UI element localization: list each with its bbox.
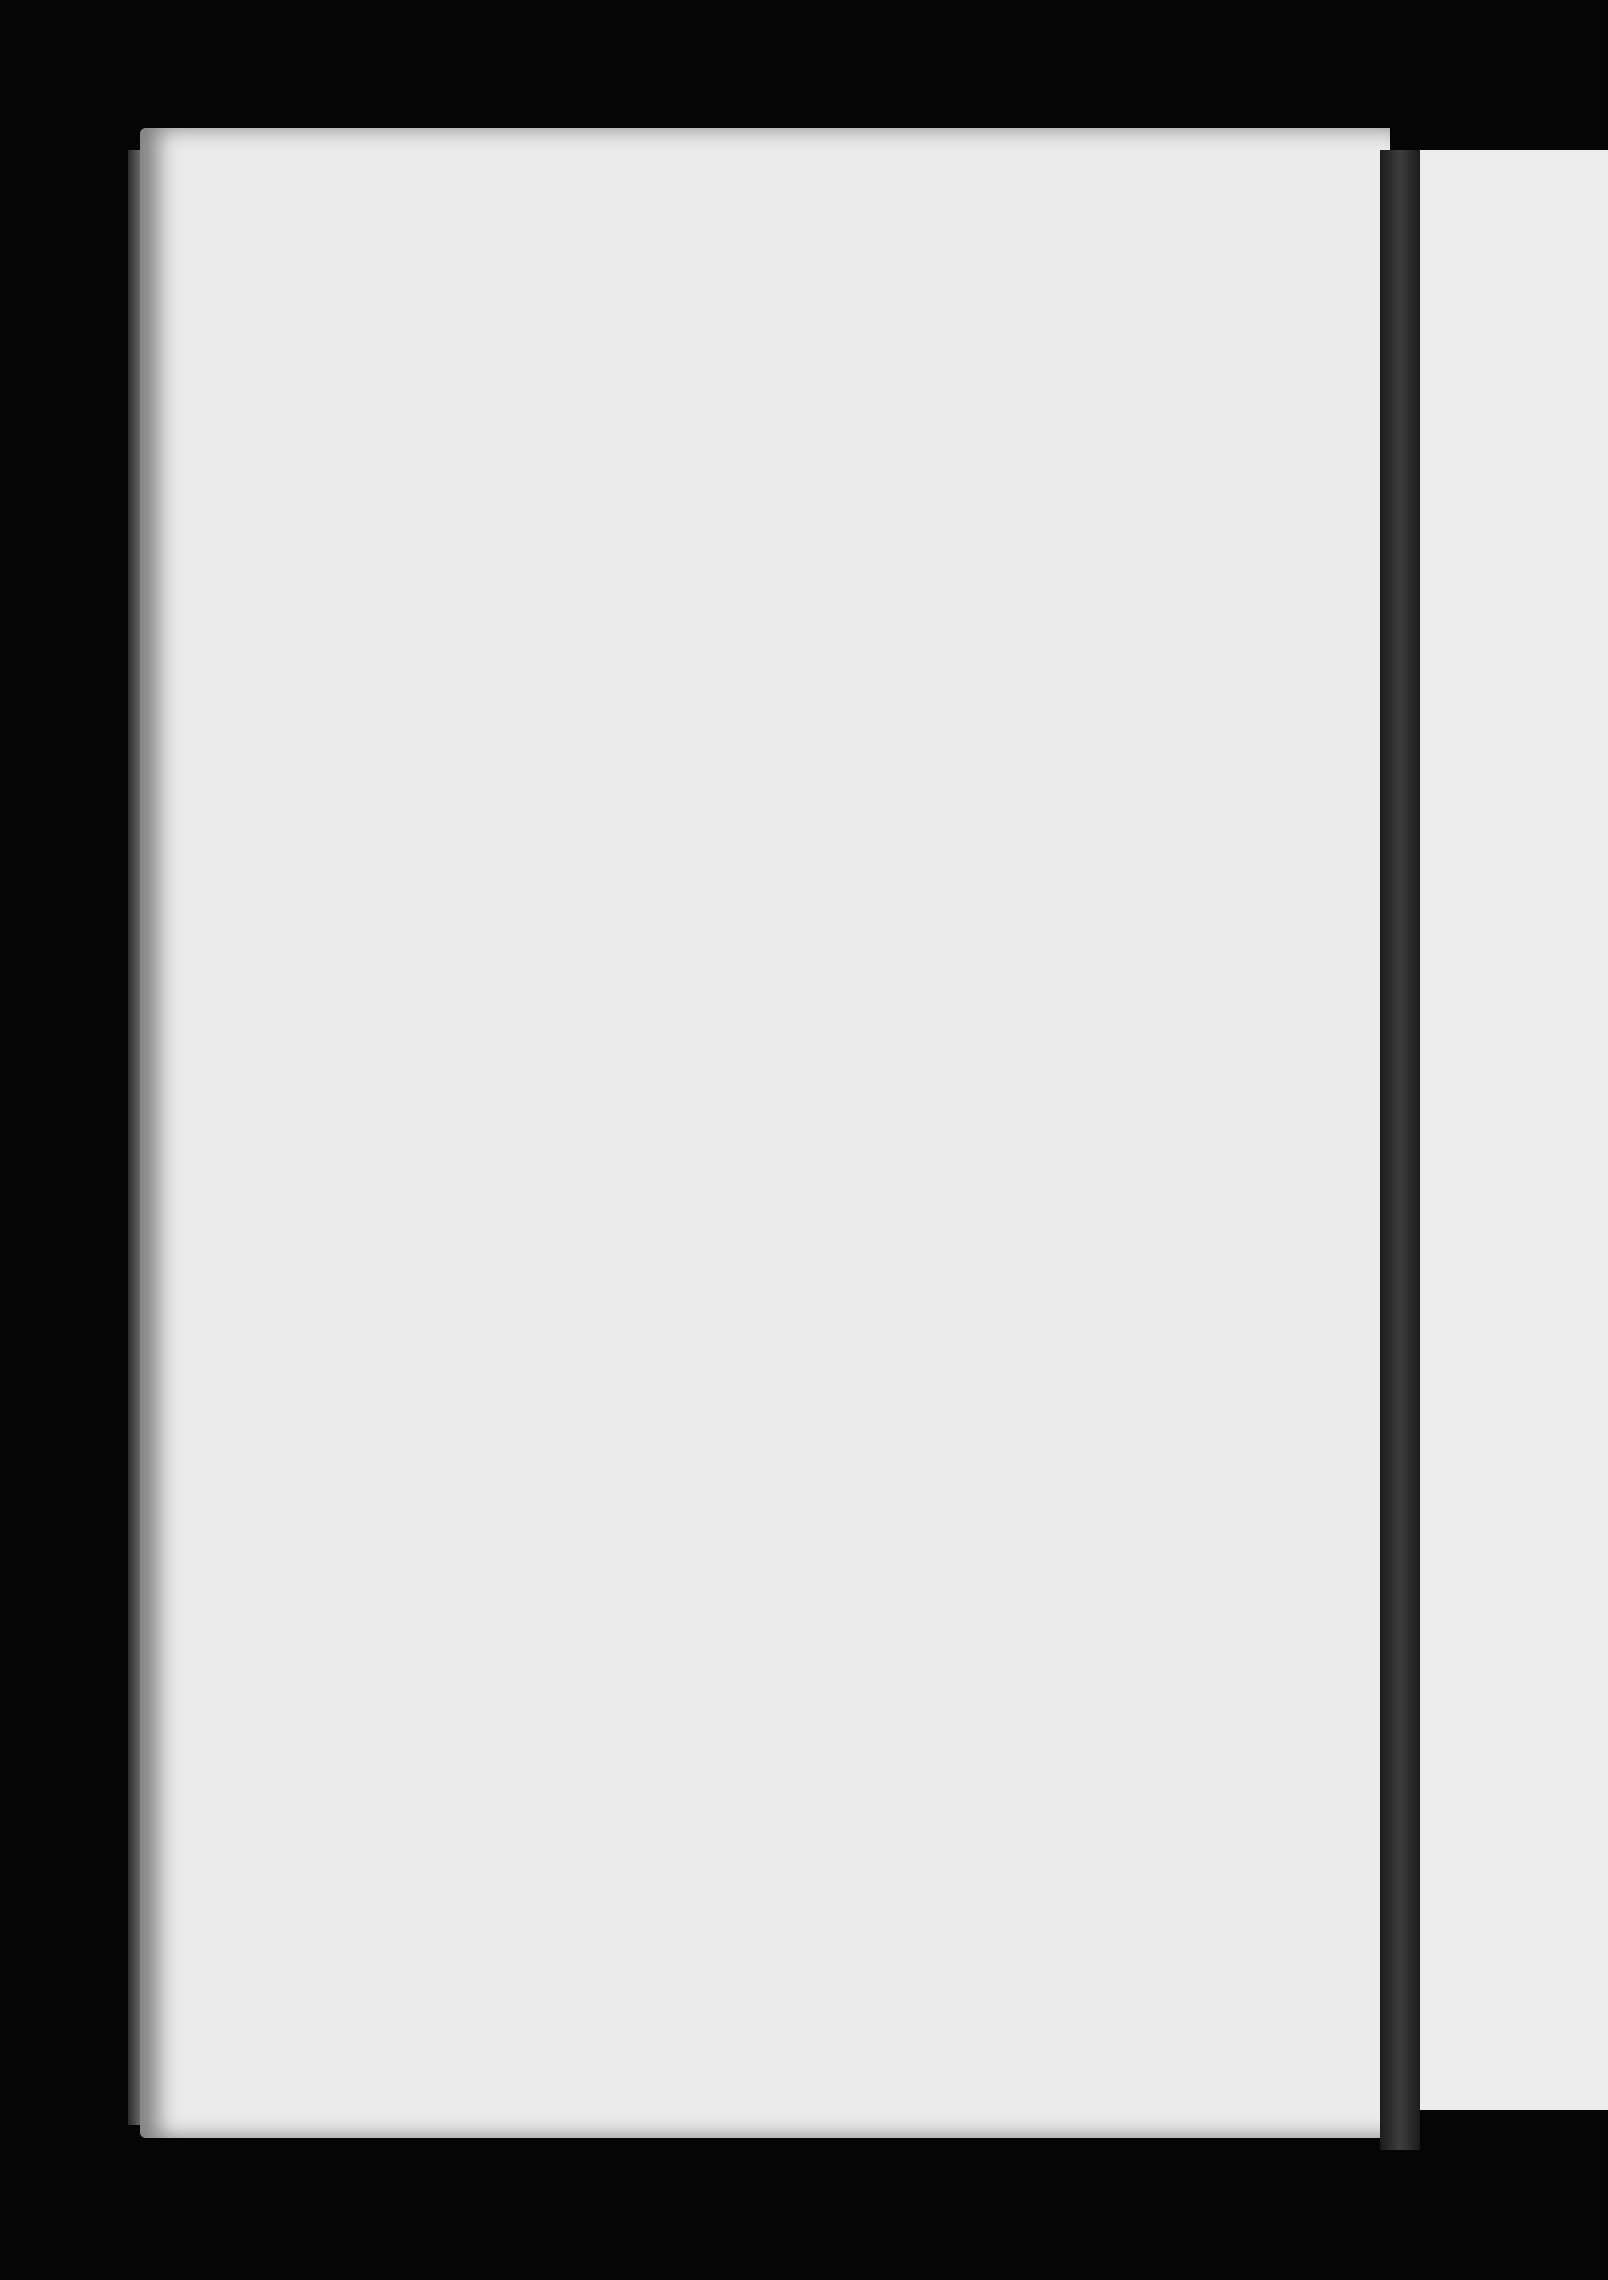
book-gutter bbox=[1380, 150, 1420, 2150]
page-content bbox=[360, 372, 1250, 392]
right-page bbox=[1420, 150, 1608, 2110]
left-page bbox=[140, 128, 1390, 2138]
